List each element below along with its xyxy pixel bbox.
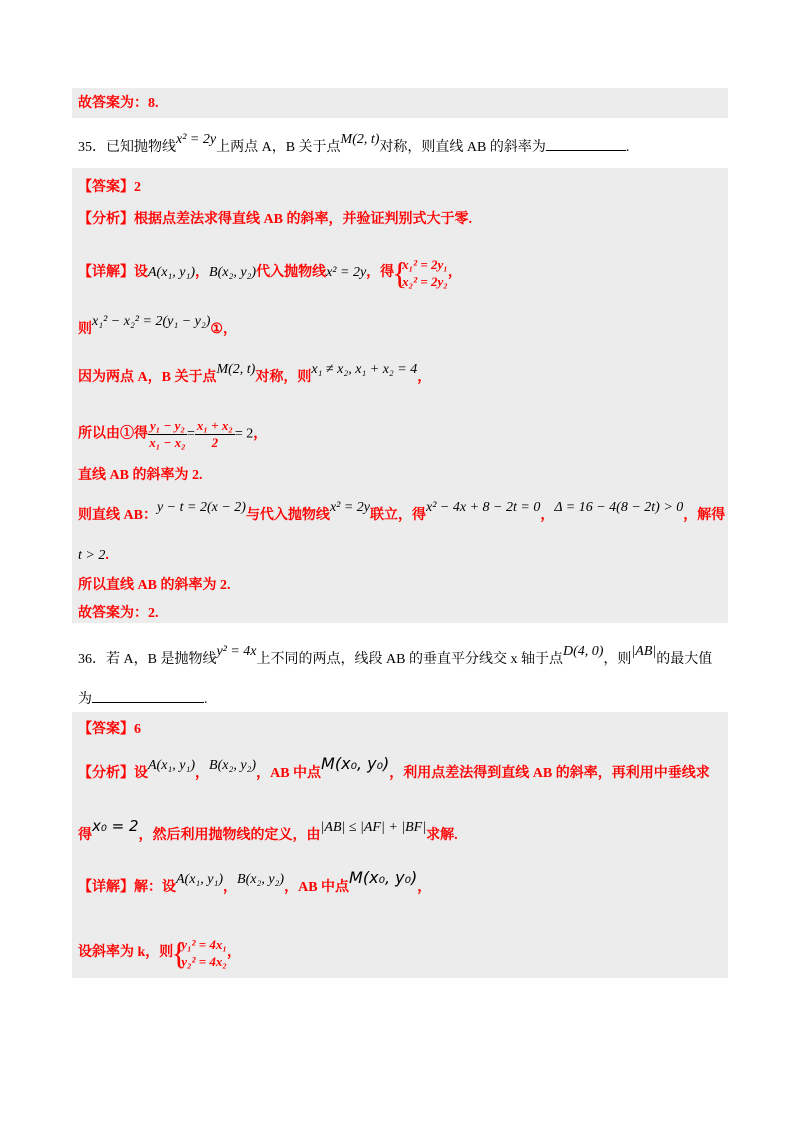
a36-analysis-2 [78,817,458,846]
a35-and-sub: 与代入抛物线 [245,508,330,523]
a36-analysis [78,754,710,784]
question-36 [78,644,713,670]
a35-diff-line [78,314,237,340]
q35-point: M(2, t) [340,132,380,147]
a36-an2-prefix: 得 [78,828,92,843]
q36-line2: 为 [78,692,92,707]
a36-det-end: ， [417,880,432,895]
q35-end: . [625,140,630,155]
q36-mid: 上不同的两点，线段 AB 的垂直平分线交 x 轴于点 [256,652,563,667]
a36-det-mid: ，AB 中点 [284,880,350,895]
a35-detail-prefix: 【详解】设 [78,265,148,281]
answer-block-prev [72,88,728,118]
a35-analysis: 【分析】根据点差法求得直线 AB 的斜率，并验证判别式大于零. [78,212,472,227]
a35-t-gt: t > 2 [78,548,106,563]
a36-an-rest: ，利用点差法得到直线 AB 的斜率，再利用中垂线求 [389,766,710,781]
a36-k-sys-eq2: y₂² = 4x₂ [181,954,227,969]
question-35 [78,132,630,158]
answer-block-35 [72,168,728,623]
a36-midpoint: M(x₀, y₀) [321,754,390,773]
a35-eq-end: = 2 [234,426,254,442]
a36-mid-label: ，AB 中点 [256,766,322,781]
q35-curve: x² = 2y [176,132,217,147]
a35-sym-line [78,362,432,388]
a35-slope-line: 直线 AB 的斜率为 2. [78,468,203,483]
a35-t-end: . [105,548,109,563]
q36-abs: |AB| [631,644,657,659]
a36-answer: 【答案】6 [78,722,141,737]
a36-point-b: B(x₂, y₂) [209,758,257,773]
a35-frac-2-num: x₁ + x₂ [196,418,233,433]
a35-from-end: ， [253,426,268,442]
a36-x0: x₀ = 2 [92,817,139,835]
q36-prefix: 36．若 A，B 是抛物线 [78,652,217,667]
a35-line-eq [78,500,726,526]
a35-sym-eq: x₁ ≠ x₂, x₁ + x₂ = 4 [311,362,418,377]
a36-det-prefix: 【详解】解：设 [78,880,176,895]
a35-eq-mid: = [186,426,195,442]
a35-frac-2 [195,418,235,451]
q36-tail: 的最大值 [656,652,713,667]
prev-final-answer: 故答案为：8. [78,96,159,111]
a35-sub-into: 代入抛物线 [256,265,327,281]
a35-frac-2-den: 2 [211,435,219,450]
q36-answer-blank [92,690,204,703]
a35-sep: ， [195,265,210,281]
q35-prefix: 35．已知抛物线 [78,140,176,155]
a35-line-equation: y − t = 2(x − 2) [156,500,246,515]
a35-frac-1-num: y₁ − y₂ [150,418,185,433]
a35-combine: 联立，得 [370,508,427,523]
a35-diff-eq: x₁² − x₂² = 2(y₁ − y₂) [92,314,211,329]
a35-line-prefix: 则直线 AB： [78,508,157,523]
a36-det-sep: ， [223,880,238,895]
a35-sym-prefix: 因为两点 A，B 关于点 [78,370,217,385]
a35-answer: 【答案】2 [78,180,141,195]
a36-det-midpoint: M(x₀, y₀) [349,868,418,887]
a35-sys-eq2: x₂² = 2y₂ [402,274,448,289]
q36-point: D(4, 0) [562,644,604,659]
a35-point-a: A(x₁, y₁) [148,265,196,281]
a36-k-system [173,936,227,970]
q35-answer-blank [546,138,626,151]
a35-then: 则 [78,322,92,337]
a35-sym-mid: 对称，则 [255,370,312,385]
a36-point-a: A(x₁, y₁) [148,758,196,773]
a35-sys-eq1: { x₁² = 2y₁ [402,257,448,272]
a36-inequality: |AB| ≤ |AF| + |BF| [320,820,427,835]
question-36-line2 [78,690,208,710]
a35-t-line [78,546,109,566]
a35-comma: ， [540,508,555,523]
a35-final-answer: 故答案为：2. [78,606,159,621]
a36-k-line [78,936,241,970]
q35-suffix: 对称，则直线 AB 的斜率为 [379,140,546,155]
a35-solve: ，解得 [683,508,726,523]
q36-end: . [204,692,208,707]
a36-detail [78,868,432,898]
a35-system [394,256,448,290]
a36-k-prefix: 设斜率为 k，则 [78,945,174,961]
a35-from-prefix: 所以由①得 [78,426,148,442]
a35-discriminant: Δ = 16 − 4(8 − 2t) > 0 [554,500,684,515]
a35-frac-1 [148,418,187,451]
a35-sym-point: M(2, t) [216,362,256,377]
a36-det-point-b: B(x₂, y₂) [237,872,285,887]
a35-from-line [78,418,267,451]
q36-curve: y² = 4x [216,644,257,659]
a35-quadratic: x² − 4x + 8 − 2t = 0 [426,500,541,515]
a35-curve: x² = 2y [326,265,367,281]
a35-tail-comma: ， [447,265,462,281]
a35-get: ，得 [366,265,395,281]
a35-curve-2: x² = 2y [329,500,371,515]
a35-point-b: B(x₂, y₂) [209,265,257,281]
a35-final-slope: 所以直线 AB 的斜率为 2. [78,578,231,593]
a35-detail [78,256,462,290]
a36-sep: ， [195,766,210,781]
a36-an-prefix: 【分析】设 [78,766,148,781]
a36-an2-end: 求解. [426,828,458,843]
q35-mid: 上两点 A，B 关于点 [216,140,341,155]
a36-an2-mid: ，然后利用抛物线的定义，由 [138,828,321,843]
a35-sym-end: ， [417,370,432,385]
a36-k-sys-eq1: { y₁² = 4x₁ [181,937,227,952]
a36-det-point-a: A(x₁, y₁) [176,872,224,887]
q36-then: ，则 [603,652,632,667]
a35-frac-1-den: x₁ − x₂ [149,435,186,450]
a35-circled: ①， [210,322,237,337]
a36-k-end: ， [226,945,241,961]
